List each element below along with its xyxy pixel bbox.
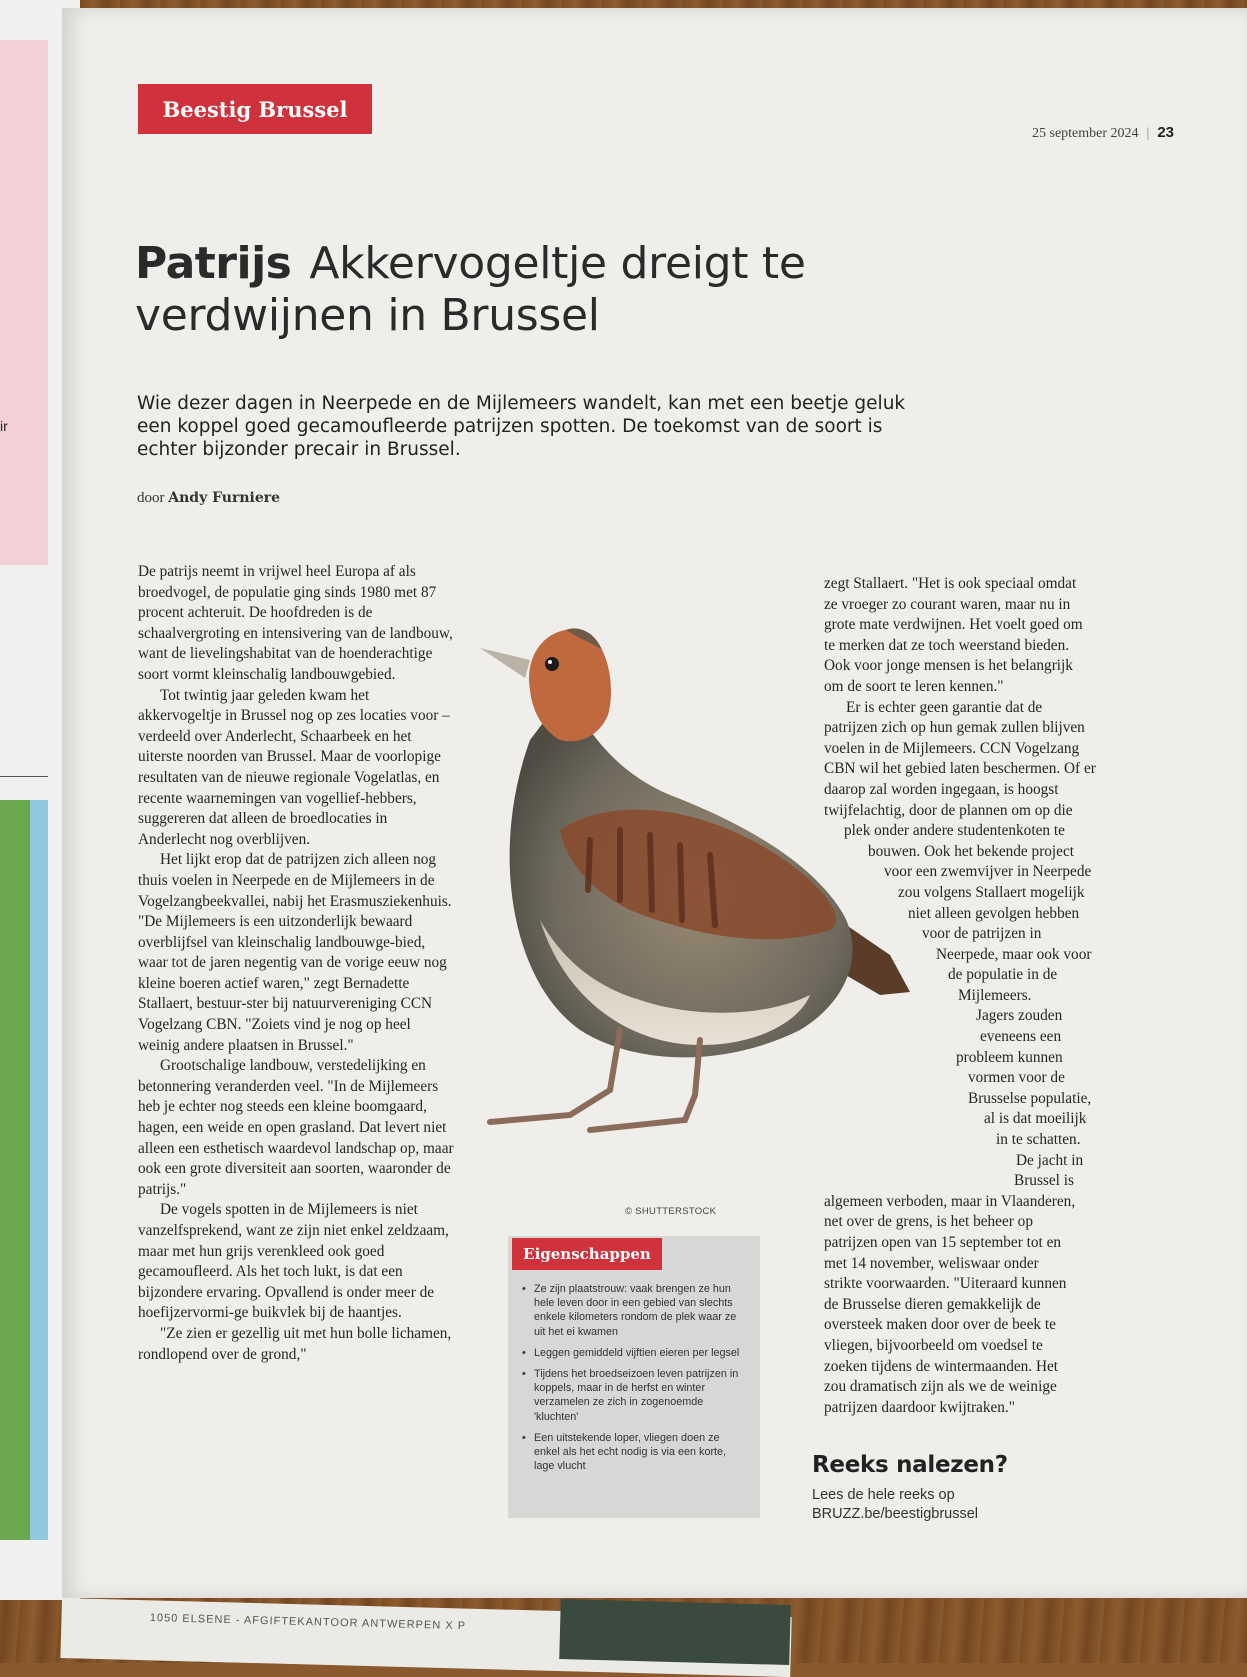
body-line: Brussel is — [1014, 1172, 1074, 1190]
body-line: voelen in de Mijlemeers. CCN Vogelzang — [824, 739, 1080, 757]
previous-page-rule — [0, 776, 48, 777]
photo-credit: © SHUTTERSTOCK — [625, 1206, 717, 1217]
byline — [137, 490, 280, 507]
info-box-item: • Ze zijn plaatstrouw: vaak brengen ze hun hele leven door in een gebied van slechts enkele kilometers rondom de plek waar ze uit het ei kwamen — [522, 1282, 748, 1339]
body-line: Ook voor jonge mensen is het belangrijk — [824, 657, 1073, 675]
body-line: te merken dat ze toch weerstand bieden. — [824, 636, 1070, 654]
underlying-newspaper-photo — [559, 1599, 790, 1665]
body-paragraph: De vogels spotten in de Mijlemeers is niet vanzelfsprekend, want ze zijn niet enkel zeldzaam, maar met hun grijs verenkleed ook goed gecamoufleerd. Als het toch lukt, is dat een bijzondere ervaring. Opvallend is onder meer de hoefijzervormi-ge buikvlek bij de haantjes. — [138, 1201, 449, 1322]
body-line: probleem kunnen — [956, 1048, 1063, 1066]
body-line: plek onder andere studentenkoten te — [844, 822, 1065, 840]
body-line: oversteek maken door over de beek te — [824, 1316, 1056, 1334]
body-line: patrijzen open van 15 september tot en — [824, 1234, 1062, 1251]
eye-highlight — [548, 660, 552, 664]
body-column-left — [138, 562, 454, 1365]
headline-keyword: Patrijs — [135, 238, 292, 289]
body-line: grote mate verdwijnen. Het voelt goed om — [824, 616, 1083, 634]
body-paragraph: "Ze zien er gezellig uit met hun bolle lichamen, rondlopend over de grond," — [138, 1324, 452, 1363]
info-box-item: • Een uitstekende loper, vliegen doen ze enkel als het echt nodig is via een korte, lage vlucht — [522, 1431, 748, 1474]
bird-eye — [545, 657, 559, 671]
previous-page-pink-block — [0, 40, 48, 565]
body-line: zoeken tijdens de wintermaanden. Het — [824, 1357, 1059, 1375]
info-box-item: • Tijdens het broedseizoen leven patrijzen in koppels, maar in de herfst en winter verzamelen ze zich in zogenoemde 'kluchten' — [522, 1367, 748, 1424]
info-box — [508, 1236, 760, 1518]
body-line: patrijzen daardoor kwijtraken." — [824, 1398, 1016, 1416]
article-intro: Wie dezer dagen in Neerpede en de Mijlemeers wandelt, kan met een beetje geluk een koppel goed gecamoufleerde patrijzen spotten. De toekomst van de soort is echter bijzonder precair in Brussel. — [137, 393, 906, 460]
body-line: voor de patrijzen in — [922, 925, 1042, 943]
body-line: vliegen, bijvoorbeeld om voedsel te — [824, 1336, 1043, 1354]
series-promo-body — [812, 1486, 1052, 1524]
info-box-title: Eigenschappen — [512, 1238, 662, 1270]
body-line: vormen voor de — [968, 1069, 1065, 1087]
body-line: al is dat moeilijk — [984, 1110, 1087, 1128]
info-box-item: • Leggen gemiddeld vijftien eieren per legsel — [522, 1346, 748, 1360]
body-line: Er is echter geen garantie dat de — [846, 698, 1043, 716]
body-line: zou dramatisch zijn als we de weinige — [824, 1378, 1057, 1396]
body-line: daarop zal worden ingegaan, is hoogst — [824, 780, 1059, 798]
body-line: zegt Stallaert. "Het is ook speciaal omdat — [824, 575, 1077, 592]
previous-page-green-block — [0, 800, 30, 1540]
body-paragraph: Het lijkt erop dat de patrijzen zich alleen nog thuis voelen in Neerpede en de Mijlemeers in de Vogelzangbeekvallei, nabij het Erasmusziekenhuis. "De Mijlemeers is een uitzonderlijk bewaard overblijfsel van kleinschalig landbouwge-bied, waar tot de jaren negentig van de vorige eeuw nog kleine boeren actief waren," zegt Bernadette Stallaert, bestuur-ster bij natuurvereniging CCN Vogelzang CBN. "Zoiets vind je nog op heel weinig andere plaatsen in Brussel." — [138, 851, 452, 1054]
previous-page-text-fragment: ir — [0, 418, 8, 434]
body-line: Brusselse populatie, — [968, 1089, 1092, 1107]
body-line: patrijzen zich op hun gemak zullen blijven — [824, 719, 1085, 737]
body-paragraph: Grootschalige landbouw, verstedelijking en betonnering veranderden veel. "In de Mijlemeers heb je echter nog steeds een kleine boomgaard, hagen, een weide en open grasland. Dat levert niet alleen een esthetisch waardevol landschap op, maar ook een grote diversiteit aan soorten, waaronder de patrijs." — [138, 1057, 454, 1198]
page-number: 23 — [1157, 124, 1175, 141]
author-name: Andy Furniere — [168, 490, 281, 506]
body-line: algemeen verboden, maar in Vlaanderen, — [824, 1192, 1076, 1210]
body-line: in te schatten. — [996, 1131, 1081, 1149]
partridge-illustration — [470, 590, 950, 1210]
body-line: bouwen. Ook het bekende project — [868, 842, 1075, 860]
body-paragraph: De patrijs neemt in vrijwel heel Europa af als broedvogel, de populatie ging sinds 1980 met 87 procent achteruit. De hoofdreden is de schaalvergroting en intensivering van de landbouw, want de lievelingshabitat van de hoenderachtige soort vormt kleinschalig landbouwgebied. — [138, 563, 453, 683]
body-line: Jagers zouden — [976, 1007, 1063, 1025]
body-line: om de soort te leren kennen." — [824, 677, 1004, 695]
byline-prefix: door — [137, 490, 165, 506]
section-tag: Beestig Brussel — [138, 84, 372, 134]
body-line: met 14 november, weliswaar onder — [824, 1254, 1039, 1272]
body-line: twijfelachtig, door de plannen om op die — [824, 801, 1073, 819]
body-line: eveneens een — [980, 1028, 1062, 1046]
page-header-info — [1032, 124, 1174, 142]
body-line: Mijlemeers. — [958, 986, 1032, 1004]
underlying-newspaper-address: 1050 ELSENE - AFGIFTEKANTOOR ANTWERPEN X P — [149, 1612, 467, 1633]
body-line: De jacht in — [1016, 1151, 1084, 1169]
header-separator: | — [1146, 126, 1150, 141]
publication-date: 25 september 2024 — [1032, 126, 1139, 141]
series-promo-text: Lees de hele reeks op — [812, 1487, 955, 1503]
series-promo-link[interactable]: BRUZZ.be/beestigbrussel — [812, 1506, 979, 1522]
body-line: de Brusselse dieren gemakkelijk de — [824, 1295, 1041, 1313]
body-line: net over de grens, is het beheer op — [824, 1213, 1033, 1231]
bird-beak — [480, 648, 530, 678]
info-box-list — [522, 1282, 748, 1480]
body-line: Neerpede, maar ook voor — [936, 945, 1092, 963]
body-line: zou volgens Stallaert mogelijk — [898, 883, 1085, 901]
body-line: CBN wil het gebied laten beschermen. Of er — [824, 760, 1096, 778]
body-paragraph: Tot twintig jaar geleden kwam het akkervogeltje in Brussel nog op zes locaties voor – verdeeld over Anderlecht, Schaarbeek en het uiterste noorden van Brussel. Maar de voorlopige resultaten van de nieuwe regionale Vogelatlas, en recente waarnemingen van vogellief-hebbers, suggereren dat alleen de broedlocaties in Anderlecht nog overblijven. — [138, 686, 450, 848]
body-line: niet alleen gevolgen hebben — [908, 904, 1080, 922]
body-line: ze vroeger zo courant waren, maar nu in — [824, 595, 1071, 613]
article-headline — [135, 238, 955, 342]
body-line: strikte voorwaarden. "Uiteraard kunnen — [824, 1275, 1067, 1293]
headline-title: Akkervogeltje dreigt te verdwijnen in Brussel — [135, 238, 806, 341]
body-line: voor een zwemvijver in Neerpede — [884, 863, 1092, 881]
body-line: de populatie in de — [948, 966, 1058, 984]
series-promo-title: Reeks nalezen? — [812, 1452, 1008, 1478]
